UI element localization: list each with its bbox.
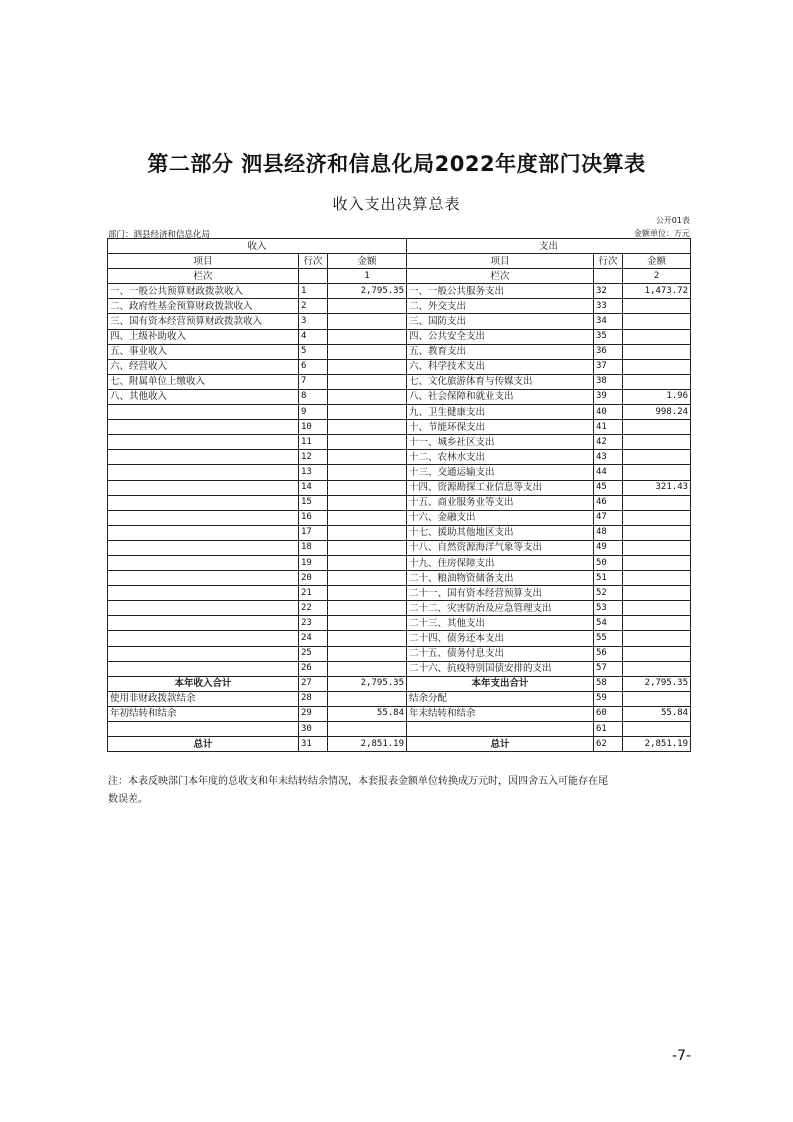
expense-row-no: 42: [594, 435, 623, 450]
income-amount: [328, 616, 407, 631]
expense-column-label: 栏次: [407, 269, 594, 284]
table-row: [108, 359, 691, 374]
table-row: [108, 329, 691, 344]
expense-rowno-header: 行次: [594, 254, 623, 269]
income-item: 六、经营收入: [108, 359, 299, 374]
expense-item: 二、外交支出: [407, 299, 594, 314]
income-item: 二、政府性基金预算财政拨款收入: [108, 299, 299, 314]
expense-row-no: 48: [594, 525, 623, 540]
table-row: [108, 540, 691, 555]
expense-item: 十一、城乡社区支出: [407, 435, 594, 450]
income-row-no: 8: [299, 389, 328, 404]
income-rowno-header: 行次: [299, 254, 328, 269]
income-amount: [328, 555, 407, 570]
income-row-no: 5: [299, 344, 328, 359]
expense-item: 二十五、债务付息支出: [407, 646, 594, 661]
expense-item: 十三、交通运输支出: [407, 465, 594, 480]
income-row-no: 9: [299, 405, 328, 420]
expense-column-number: 2: [623, 269, 691, 284]
header-row-column-index: [108, 269, 691, 284]
expense-item: 二十六、抗疫特别国债安排的支出: [407, 661, 594, 676]
income-item: [108, 525, 299, 540]
income-row-no: 17: [299, 525, 328, 540]
expense-row-no: 56: [594, 646, 623, 661]
income-amount: [328, 631, 407, 646]
expense-summary-row-no: 59: [594, 691, 623, 706]
expense-summary-row-no: 58: [594, 676, 623, 691]
table-row: [108, 344, 691, 359]
expense-amount: [623, 646, 691, 661]
income-item: 一、一般公共预算财政拨款收入: [108, 284, 299, 299]
expense-item: 十八、自然资源海洋气象等支出: [407, 540, 594, 555]
income-row-no: 18: [299, 540, 328, 555]
expense-row-no: 37: [594, 359, 623, 374]
expense-row-no: 34: [594, 314, 623, 329]
expense-amount: [623, 495, 691, 510]
table-row: [108, 420, 691, 435]
income-summary-row-no: 31: [299, 737, 328, 752]
expense-amount: [623, 631, 691, 646]
expense-row-no: 46: [594, 495, 623, 510]
income-summary-row-no: 30: [299, 722, 328, 737]
budget-summary-table: [107, 238, 691, 752]
income-row-no: 2: [299, 299, 328, 314]
income-amount: [328, 525, 407, 540]
expense-amount: 1,473.72: [623, 284, 691, 299]
expense-amount: [623, 420, 691, 435]
expense-item: 四、公共安全支出: [407, 329, 594, 344]
expense-row-no: 52: [594, 586, 623, 601]
expense-row-no: 44: [594, 465, 623, 480]
income-amount: [328, 480, 407, 495]
income-row-no: 15: [299, 495, 328, 510]
income-amount: [328, 646, 407, 661]
table-row: [108, 389, 691, 404]
income-summary-item: 总计: [108, 737, 299, 752]
income-amount: [328, 465, 407, 480]
summary-row: [108, 706, 691, 721]
table-row: [108, 555, 691, 570]
income-row-no: 11: [299, 435, 328, 450]
table-row: [108, 601, 691, 616]
expense-amount: [623, 601, 691, 616]
summary-row: [108, 737, 691, 752]
expense-amount: [623, 540, 691, 555]
expense-row-no: 41: [594, 420, 623, 435]
income-amount: [328, 495, 407, 510]
income-item: 八、其他收入: [108, 389, 299, 404]
income-amount: [328, 359, 407, 374]
income-item: [108, 601, 299, 616]
form-code: 公开01表: [655, 216, 690, 225]
expense-amount-header: 金额: [623, 254, 691, 269]
income-row-no: 26: [299, 661, 328, 676]
table-row: [108, 405, 691, 420]
income-column-label: 栏次: [108, 269, 299, 284]
income-amount: [328, 299, 407, 314]
expense-item-header: 项目: [407, 254, 594, 269]
income-row-no: 23: [299, 616, 328, 631]
income-item: [108, 435, 299, 450]
table-row: [108, 435, 691, 450]
income-summary-item: 使用非财政拨款结余: [108, 691, 299, 706]
expense-amount: [623, 344, 691, 359]
income-amount: [328, 571, 407, 586]
expense-item: 十四、资源勘探工业信息等支出: [407, 480, 594, 495]
expense-item: 二十二、灾害防治及应急管理支出: [407, 601, 594, 616]
expense-summary-amount: [623, 691, 691, 706]
income-row-no: 6: [299, 359, 328, 374]
expense-item: 十五、商业服务业等支出: [407, 495, 594, 510]
expense-row-no: 51: [594, 571, 623, 586]
table-row: [108, 631, 691, 646]
income-summary-row-no: 27: [299, 676, 328, 691]
income-row-no: 25: [299, 646, 328, 661]
expense-row-no: 53: [594, 601, 623, 616]
income-row-no: 1: [299, 284, 328, 299]
income-item: [108, 661, 299, 676]
income-row-no: 20: [299, 571, 328, 586]
income-summary-amount: [328, 722, 407, 737]
income-item: [108, 616, 299, 631]
summary-row: [108, 691, 691, 706]
income-row-no: 4: [299, 329, 328, 344]
income-amount: [328, 405, 407, 420]
expense-row-no: 32: [594, 284, 623, 299]
income-row-no: 12: [299, 450, 328, 465]
income-summary-amount: 2,795.35: [328, 676, 407, 691]
income-row-no: 22: [299, 601, 328, 616]
expense-item: 十、节能环保支出: [407, 420, 594, 435]
income-summary-amount: 55.84: [328, 706, 407, 721]
income-row-no: 16: [299, 510, 328, 525]
income-amount: [328, 435, 407, 450]
table-row: [108, 450, 691, 465]
expense-amount: [623, 314, 691, 329]
table-row: [108, 374, 691, 389]
income-summary-amount: [328, 691, 407, 706]
income-item: 五、事业收入: [108, 344, 299, 359]
footnote: [108, 773, 693, 809]
income-row-no: 7: [299, 374, 328, 389]
income-amount: [328, 510, 407, 525]
expense-summary-amount: 2,851.19: [623, 737, 691, 752]
expense-item: 二十三、其他支出: [407, 616, 594, 631]
expense-row-no: 57: [594, 661, 623, 676]
expense-row-no: 35: [594, 329, 623, 344]
footnote-line-1: 注：本表反映部门本年度的总收支和年末结转结余情况，本套报表金额单位转换成万元时，因四舍五入可能存在尾: [108, 776, 608, 787]
expense-row-no: 47: [594, 510, 623, 525]
income-item: [108, 420, 299, 435]
income-row-no: 10: [299, 420, 328, 435]
expense-summary-amount: 2,795.35: [623, 676, 691, 691]
income-item: [108, 510, 299, 525]
income-amount: [328, 540, 407, 555]
department-label: 部门：泗县经济和信息化局: [108, 230, 211, 240]
income-amount: [328, 344, 407, 359]
expense-amount: [623, 661, 691, 676]
income-amount: [328, 586, 407, 601]
expense-item: 六、科学技术支出: [407, 359, 594, 374]
expense-amount: [623, 359, 691, 374]
expense-summary-item: 结余分配: [407, 691, 594, 706]
income-amount-header: 金额: [328, 254, 407, 269]
expense-item: 一、一般公共服务支出: [407, 284, 594, 299]
income-row-no: 19: [299, 555, 328, 570]
expense-summary-item: [407, 722, 594, 737]
expense-amount: [623, 616, 691, 631]
expense-row-no: 50: [594, 555, 623, 570]
expense-row-no: 39: [594, 389, 623, 404]
expense-summary-item: 总计: [407, 737, 594, 752]
expense-amount: 1.96: [623, 389, 691, 404]
expense-amount: [623, 374, 691, 389]
income-item: [108, 555, 299, 570]
income-item: [108, 540, 299, 555]
income-item: [108, 465, 299, 480]
income-item: [108, 631, 299, 646]
expense-summary-item: 年末结转和结余: [407, 706, 594, 721]
table-row: [108, 480, 691, 495]
income-item: [108, 586, 299, 601]
footnote-line-2: 数误差。: [108, 794, 148, 805]
expense-column-blank: [594, 269, 623, 284]
table-row: [108, 314, 691, 329]
expense-item: 三、国防支出: [407, 314, 594, 329]
expense-item: 十二、农林水支出: [407, 450, 594, 465]
income-item: 四、上级补助收入: [108, 329, 299, 344]
income-item: [108, 571, 299, 586]
expense-row-no: 38: [594, 374, 623, 389]
expense-amount: 998.24: [623, 405, 691, 420]
expense-item: 九、卫生健康支出: [407, 405, 594, 420]
table-subtitle: 收入支出决算总表: [332, 195, 461, 213]
income-amount: [328, 601, 407, 616]
expense-amount: [623, 586, 691, 601]
income-item: [108, 480, 299, 495]
expense-item: 二十一、国有资本经营预算支出: [407, 586, 594, 601]
table-row: [108, 661, 691, 676]
expense-summary-item: 本年支出合计: [407, 676, 594, 691]
expense-amount: [623, 525, 691, 540]
expense-summary-amount: 55.84: [623, 706, 691, 721]
income-item: 三、国有资本经营预算财政拨款收入: [108, 314, 299, 329]
expense-item: 十七、援助其他地区支出: [407, 525, 594, 540]
table-row: [108, 525, 691, 540]
expense-item: 八、社会保障和就业支出: [407, 389, 594, 404]
expense-row-no: 33: [594, 299, 623, 314]
income-item-header: 项目: [108, 254, 299, 269]
expense-row-no: 36: [594, 344, 623, 359]
income-summary-row-no: 28: [299, 691, 328, 706]
income-amount: 2,795.35: [328, 284, 407, 299]
table-row: [108, 571, 691, 586]
income-item: [108, 450, 299, 465]
expense-amount: [623, 465, 691, 480]
expense-amount: 321.43: [623, 480, 691, 495]
expense-amount: [623, 571, 691, 586]
expense-row-no: 40: [594, 405, 623, 420]
income-amount: [328, 420, 407, 435]
page-number: -7-: [671, 1048, 691, 1064]
unit-label: 金额单位：万元: [634, 229, 690, 238]
income-amount: [328, 329, 407, 344]
expense-summary-row-no: 61: [594, 722, 623, 737]
expense-amount: [623, 435, 691, 450]
expense-item: 十九、住房保障支出: [407, 555, 594, 570]
expense-item: 五、教育支出: [407, 344, 594, 359]
income-amount: [328, 661, 407, 676]
table-row: [108, 465, 691, 480]
summary-row: [108, 722, 691, 737]
income-amount: [328, 389, 407, 404]
expense-item: 二十、粮油物资储备支出: [407, 571, 594, 586]
income-item: [108, 495, 299, 510]
expense-amount: [623, 510, 691, 525]
income-row-no: 13: [299, 465, 328, 480]
expense-row-no: 49: [594, 540, 623, 555]
expense-row-no: 45: [594, 480, 623, 495]
header-row-columns: [108, 254, 691, 269]
income-amount: [328, 450, 407, 465]
income-amount: [328, 374, 407, 389]
income-item: 七、附属单位上缴收入: [108, 374, 299, 389]
expense-row-no: 43: [594, 450, 623, 465]
table-row: [108, 510, 691, 525]
expense-item: 二十四、债务还本支出: [407, 631, 594, 646]
income-row-no: 3: [299, 314, 328, 329]
expense-summary-row-no: 60: [594, 706, 623, 721]
expense-amount: [623, 555, 691, 570]
page-title: 第二部分 泗县经济和信息化局2022年度部门决算表: [147, 152, 646, 176]
table-row: [108, 646, 691, 661]
expense-row-no: 54: [594, 616, 623, 631]
summary-row: [108, 676, 691, 691]
expense-amount: [623, 299, 691, 314]
income-column-blank: [299, 269, 328, 284]
table-row: [108, 284, 691, 299]
table-row: [108, 586, 691, 601]
table-row: [108, 299, 691, 314]
income-row-no: 24: [299, 631, 328, 646]
expense-item: 十六、金融支出: [407, 510, 594, 525]
income-summary-row-no: 29: [299, 706, 328, 721]
expense-row-no: 55: [594, 631, 623, 646]
expense-amount: [623, 450, 691, 465]
income-header: 收入: [108, 239, 407, 254]
income-summary-item: [108, 722, 299, 737]
income-summary-amount: 2,851.19: [328, 737, 407, 752]
income-row-no: 14: [299, 480, 328, 495]
table-row: [108, 616, 691, 631]
expense-header: 支出: [407, 239, 691, 254]
income-row-no: 21: [299, 586, 328, 601]
income-item: [108, 405, 299, 420]
expense-summary-amount: [623, 722, 691, 737]
expense-summary-row-no: 62: [594, 737, 623, 752]
income-item: [108, 646, 299, 661]
income-summary-item: 本年收入合计: [108, 676, 299, 691]
expense-amount: [623, 329, 691, 344]
header-row-sections: [108, 239, 691, 254]
income-amount: [328, 314, 407, 329]
income-summary-item: 年初结转和结余: [108, 706, 299, 721]
expense-item: 七、文化旅游体育与传媒支出: [407, 374, 594, 389]
income-column-number: 1: [328, 269, 407, 284]
table-row: [108, 495, 691, 510]
